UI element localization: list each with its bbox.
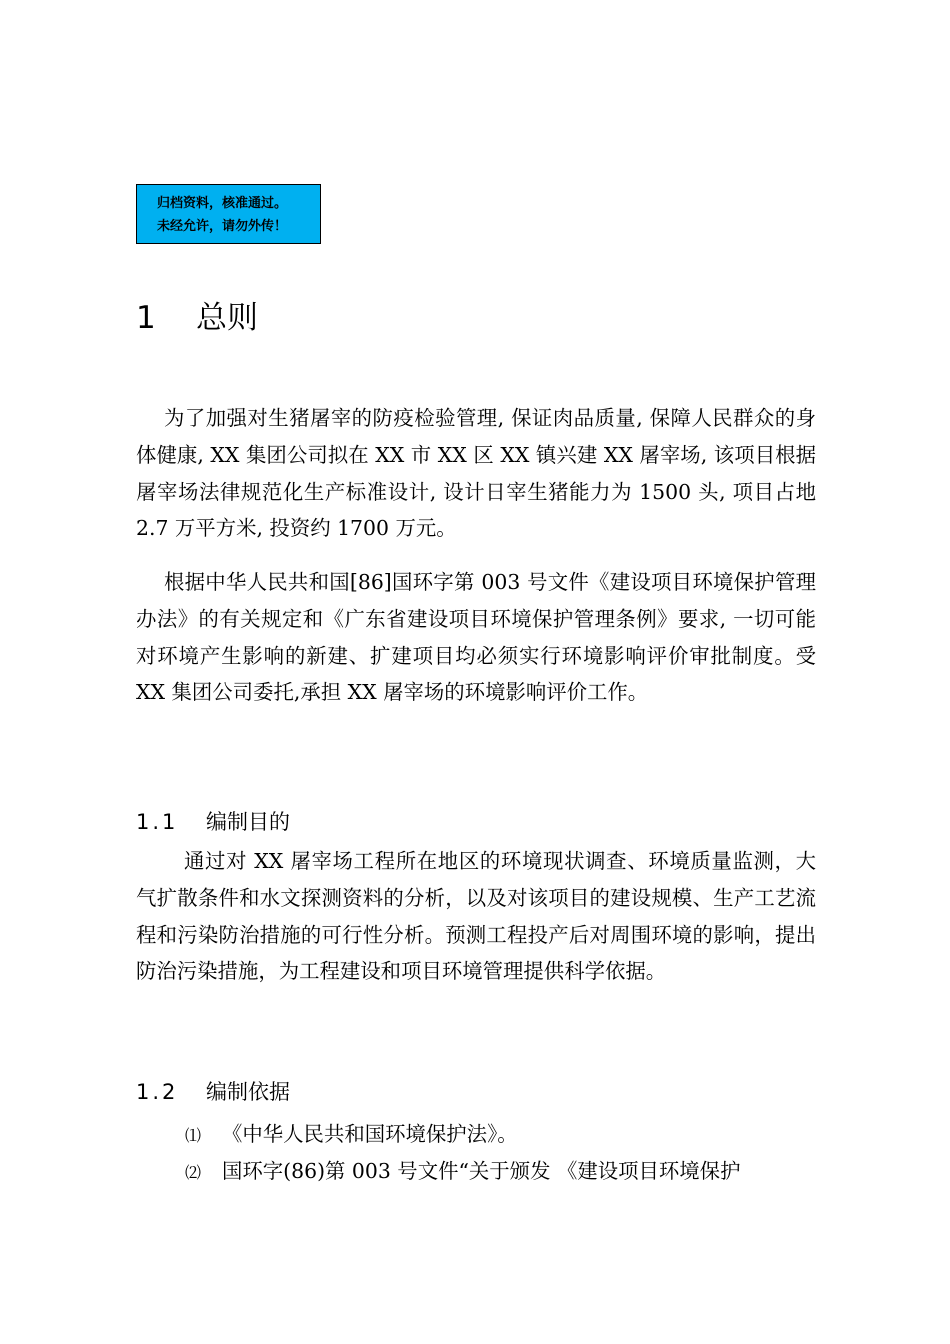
- section-1-2-number: 1.2: [136, 1080, 179, 1104]
- basis-item-1-mark: ⑴: [185, 1126, 202, 1145]
- section-1-1-title: 编制目的: [206, 810, 290, 834]
- chapter-number: 1: [136, 300, 156, 336]
- section-1-1-heading: [136, 807, 290, 837]
- archive-stamp: [136, 184, 321, 244]
- basis-item-2: [185, 1153, 825, 1191]
- basis-item-1: [185, 1116, 825, 1154]
- chapter-title: 总则: [196, 300, 258, 336]
- section-1-2-title: 编制依据: [206, 1080, 290, 1104]
- section-1-1-number: 1.1: [136, 810, 179, 834]
- section-1-2-heading: [136, 1077, 290, 1107]
- basis-item-2-text: 国环字(86)第 003 号文件“关于颁发 《建设项目环境保护: [222, 1159, 741, 1183]
- basis-item-2-mark: ⑵: [185, 1163, 202, 1182]
- section-1-1-paragraph: 通过对 XX 屠宰场工程所在地区的环境现状调查、环境质量监测，大气扩散条件和水文探测资料的分析，以及对该项目的建设规模、生产工艺流程和污染防治措施的可行性分析。预测工程投产后对周围环境的影响，提出防治污染措施，为工程建设和项目环境管理提供科学依据。: [136, 849, 816, 984]
- intro-paragraph-2: 根据中华人民共和国[86]国环字第 003 号文件《建设项目环境保护管理办法》的有关规定和《广东省建设项目环境保护管理条例》要求, 一切可能对环境产生影响的新建、扩建项目均必须实行环境影响评价审批制度。受 XX 集团公司委托,承担 XX 屠宰场的环境影响评价工作。: [136, 570, 816, 705]
- stamp-line-2: 未经允许，请勿外传！: [157, 219, 288, 234]
- basis-item-1-text: 《中华人民共和国环境保护法》。: [222, 1122, 518, 1146]
- intro-paragraph-1: 为了加强对生猪屠宰的防疫检验管理, 保证肉品质量, 保障人民群众的身体健康, XX 集团公司拟在 XX 市 XX 区 XX 镇兴建 XX 屠宰场, 该项目根据屠宰场法律规范化生产标准设计, 设计日宰生猪能力为 1500 头, 项目占地 2.7 万平方米, 投资约 1700 万元。: [136, 406, 816, 541]
- chapter-heading: [136, 296, 258, 340]
- stamp-line-1: 归档资料，核准通过。: [157, 196, 288, 211]
